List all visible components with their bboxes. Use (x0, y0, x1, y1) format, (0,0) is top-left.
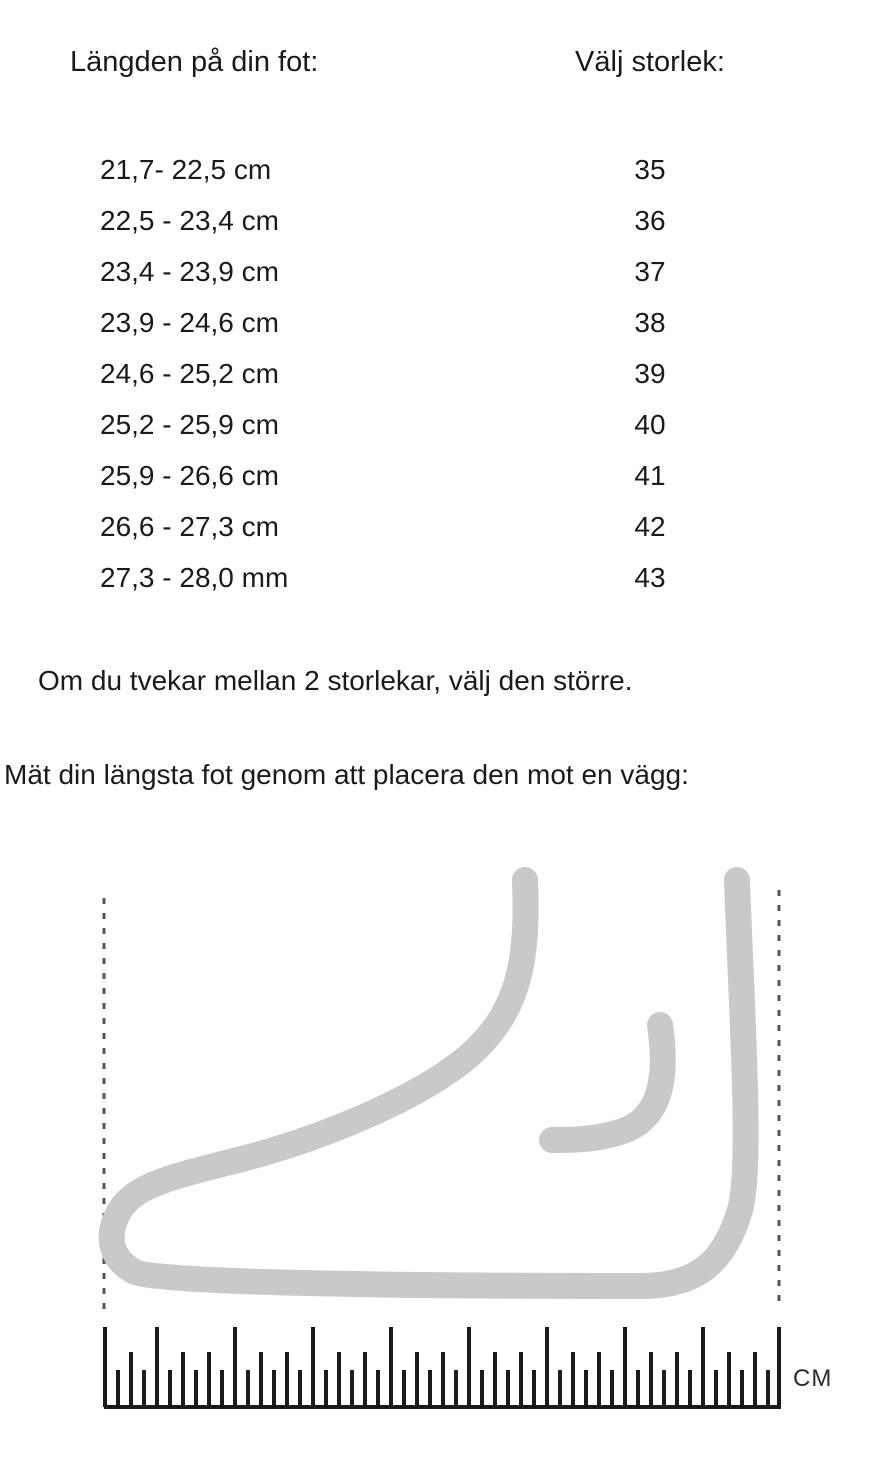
table-row (0, 352, 888, 403)
cell-size: 35 (634, 154, 666, 185)
table-row (0, 250, 888, 301)
cell-foot-length: 25,2 - 25,9 cm (100, 409, 279, 440)
table-header-row (0, 42, 888, 88)
foot-measure-illustration (0, 840, 888, 1440)
cell-foot-length: 27,3 - 28,0 mm (100, 562, 289, 593)
cell-size: 41 (634, 460, 666, 491)
foot-ruler-graphic (0, 840, 888, 1440)
cell-size: 42 (634, 511, 666, 542)
cell-foot-length: 26,6 - 27,3 cm (100, 511, 279, 542)
table-row (0, 199, 888, 250)
cell-size: 38 (634, 307, 666, 338)
table-row (0, 403, 888, 454)
column-header-foot-length: Längden på din fot: (70, 46, 319, 78)
table-row (0, 556, 888, 607)
ruler-unit-label: CM (793, 1365, 833, 1392)
cell-foot-length: 22,5 - 23,4 cm (100, 205, 279, 236)
foot-outline (112, 880, 746, 1286)
note-choose-larger-size: Om du tvekar mellan 2 storlekar, välj den större. (38, 665, 633, 696)
ruler (104, 1327, 781, 1407)
cell-size: 37 (634, 256, 666, 287)
note-measure-instruction: Mät din längsta fot genom att placera den mot en vägg: (4, 759, 689, 790)
cell-foot-length: 25,9 - 26,6 cm (100, 460, 279, 491)
column-header-size: Välj storlek: (575, 46, 725, 78)
cell-size: 36 (634, 205, 666, 236)
cell-size: 39 (634, 358, 666, 389)
size-table (0, 148, 888, 607)
table-row (0, 148, 888, 199)
table-row (0, 505, 888, 556)
cell-foot-length: 24,6 - 25,2 cm (100, 358, 279, 389)
cell-size: 40 (634, 409, 666, 440)
cell-foot-length: 23,4 - 23,9 cm (100, 256, 279, 287)
ruler-ticks (118, 1327, 768, 1407)
table-row (0, 301, 888, 352)
cell-foot-length: 23,9 - 24,6 cm (100, 307, 279, 338)
cell-size: 43 (634, 562, 666, 593)
cell-foot-length: 21,7- 22,5 cm (100, 154, 272, 185)
table-row (0, 454, 888, 505)
